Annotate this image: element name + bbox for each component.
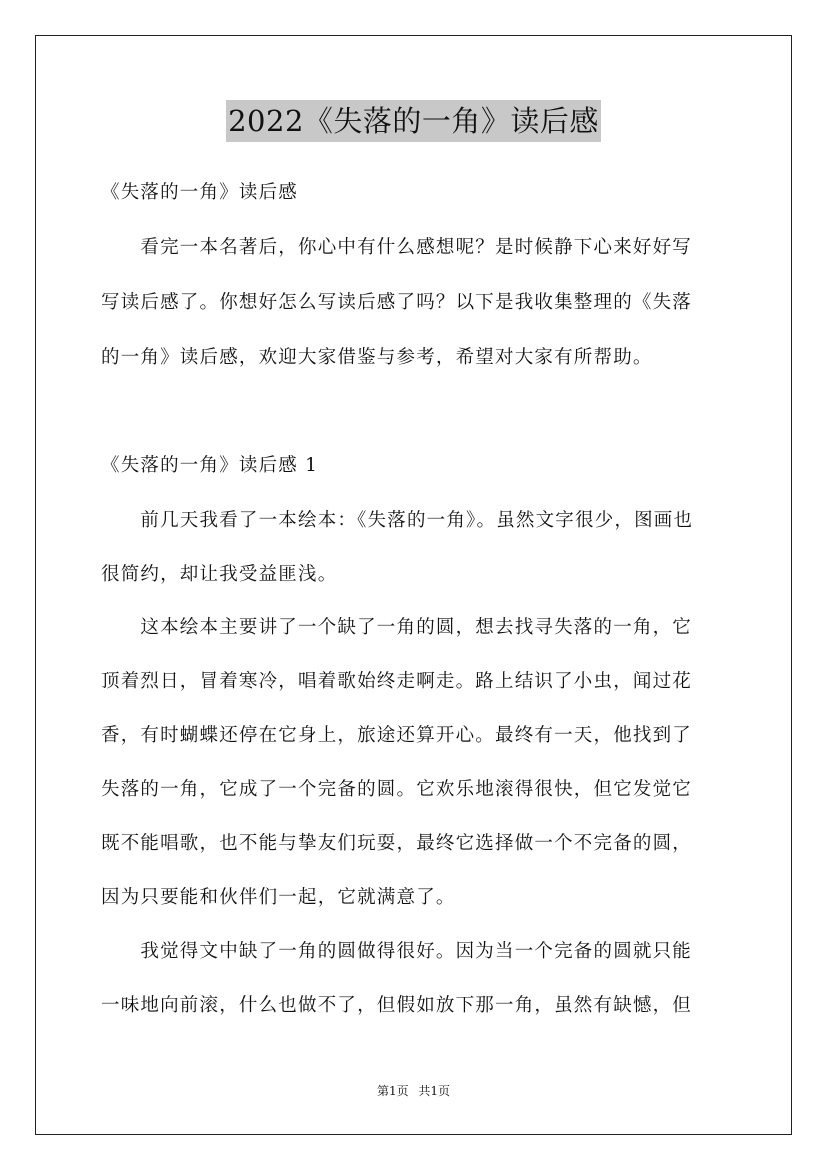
page-footer bbox=[0, 1083, 827, 1099]
paragraph-line: 这本绘本主要讲了一个缺了一角的圆，想去找寻失落的一角，它 bbox=[101, 617, 693, 638]
paragraph-line: 顶着烈日，冒着寒冷，唱着歌始终走啊走。路上结识了小虫，闻过花 bbox=[101, 671, 693, 692]
page-number-total: 共1页 bbox=[418, 1084, 451, 1098]
paragraph-line: 的一角》读后感，欢迎大家借鉴与参考，希望对大家有所帮助。 bbox=[101, 347, 653, 368]
page-number-current: 第1页 bbox=[376, 1084, 409, 1098]
paragraph-line: 前几天我看了一本绘本：《失落的一角》。虽然文字很少，图画也 bbox=[101, 510, 694, 531]
paragraph-line: 因为只要能和伙伴们一起，它就满意了。 bbox=[101, 887, 456, 908]
paragraph-line: 很简约，却让我受益匪浅。 bbox=[101, 564, 338, 585]
intro-heading: 《失落的一角》读后感 bbox=[101, 182, 299, 203]
section-heading: 《失落的一角》读后感 1 bbox=[101, 455, 319, 476]
title-container bbox=[0, 100, 827, 142]
document-title: 2022《失落的一角》读后感 bbox=[226, 100, 601, 142]
paragraph-line: 写读后感了。你想好怎么写读后感了吗？以下是我收集整理的《失落 bbox=[101, 292, 693, 313]
paragraph-line: 看完一本名著后，你心中有什么感想呢？是时候静下心来好好写 bbox=[101, 237, 693, 258]
paragraph-line: 香，有时蝴蝶还停在它身上，旅途还算开心。最终有一天，他找到了 bbox=[101, 725, 693, 746]
paragraph-line: 一味地向前滚，什么也做不了，但假如放下那一角，虽然有缺憾，但 bbox=[101, 995, 693, 1016]
paragraph-line: 失落的一角，它成了一个完备的圆。它欢乐地滚得很快，但它发觉它 bbox=[101, 779, 693, 800]
paragraph-line: 我觉得文中缺了一角的圆做得很好。因为当一个完备的圆就只能 bbox=[101, 941, 693, 962]
paragraph-line: 既不能唱歌，也不能与挚友们玩耍，最终它选择做一个不完备的圆， bbox=[101, 833, 693, 854]
